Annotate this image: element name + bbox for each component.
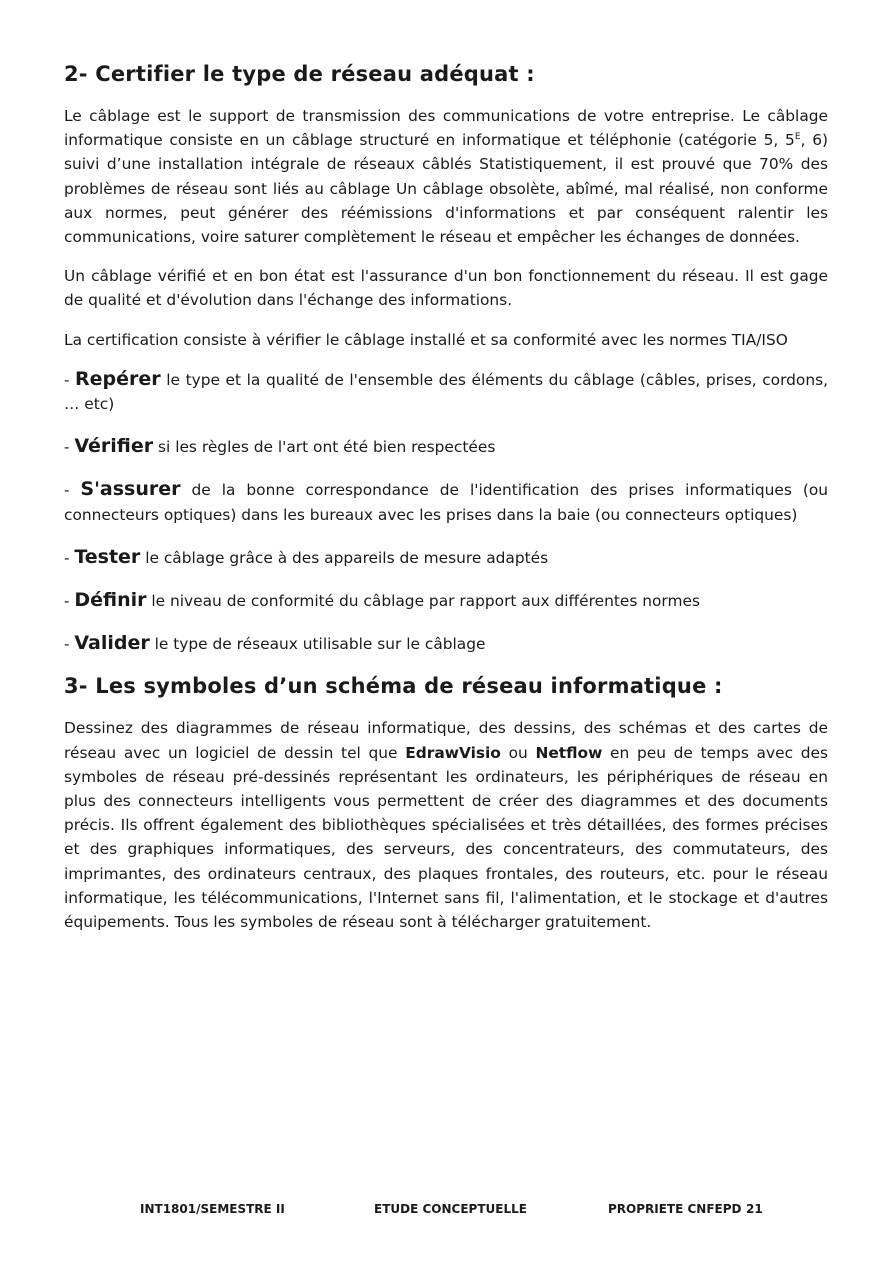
section-2-paragraph-3: La certification consiste à vérifier le câblage installé et sa conformité avec les normes TIA/ISO [64, 330, 788, 349]
bullet-keyword: Vérifier [74, 435, 154, 458]
bullet-keyword: Valider [74, 632, 150, 655]
bullet-definir [64, 588, 828, 613]
superscript: E [794, 132, 801, 143]
bullet-valider [64, 631, 828, 656]
bold-term-netflow: Netflow [535, 743, 603, 762]
bullet-text: de la bonne correspondance de l'identification des prises informatiques (ou connecteurs optiques) dans les bureaux avec les prises dans la baie (ou connecteurs optiques) [64, 481, 828, 524]
bullet-keyword: Tester [74, 545, 141, 568]
bullet-verifier [64, 434, 828, 459]
bullet-text: le type de réseaux utilisable sur le câblage [149, 635, 486, 654]
bullet-dash: - [64, 635, 70, 654]
section-3-paragraph [64, 716, 828, 934]
bullet-dash: - [64, 370, 70, 389]
section-2-paragraph-2: Un câblage vérifié et en bon état est l'assurance d'un bon fonctionnement du réseau. Il est gage de qualité et d'évolution dans l'échange des informations. [64, 267, 828, 310]
bullet-sassurer [64, 477, 828, 526]
bullet-text: le niveau de conformité du câblage par rapport aux différentes normes [146, 592, 700, 611]
bullet-text: le type et la qualité de l'ensemble des éléments du câblage (câbles, prises, cordons, … etc) [64, 370, 828, 414]
paragraph-text: ou [500, 743, 536, 762]
bullet-keyword: Repérer [75, 367, 161, 390]
paragraph-text: en peu de temps avec des symboles de réseau pré-dessinés représentant les ordinateurs, les périphériques de réseau en plus des connecteurs intelligents vous permettent de créer des diagrammes et des documents précis. Ils offrent également des bibliothèques spécialisées et très détaillées, des formes précises et des graphiques informatiques, des serveurs, des concentrateurs, des commutateurs, des imprimantes, des ordinateurs centraux, des plaques frontales, des routeurs, etc. pour le réseau informatique, les télécommunications, l'Internet sans fil, l'alimentation, et le stockage et d'autres équipements. Tous les symboles de réseau sont à télécharger gratuitement. [64, 743, 828, 932]
bold-term-edrawvisio: EdrawVisio [405, 743, 501, 762]
footer-page-number: 21 [746, 1202, 763, 1216]
paragraph-text: Le câblage est le support de transmission des communications de votre entreprise. Le câblage informatique consiste en un câblage structuré en informatique et téléphonie (catégorie 5, 5 [64, 107, 828, 150]
section-2-paragraph-1 [64, 104, 828, 249]
bullet-keyword: Définir [74, 589, 147, 612]
bullet-dash: - [64, 592, 70, 611]
bullet-text: le câblage grâce à des appareils de mesure adaptés [140, 548, 549, 567]
footer-document-title: ETUDE CONCEPTUELLE [374, 1202, 527, 1216]
bullet-dash: - [64, 548, 70, 567]
bullet-dash: - [64, 481, 70, 500]
bullet-keyword: S'assurer [80, 478, 181, 501]
paragraph-text: , 6) suivi d’une installation intégrale de réseaux câblés Statistiquement, il est prouvé que 70% des problèmes de réseau sont liés au câblage Un câblage obsolète, abîmé, mal réalisé, non conforme aux normes, peut générer des réémissions d'informations et par conséquent ralentir les communications, voire saturer complètement le réseau et empêcher les échanges de données. [64, 131, 828, 247]
bullet-text: si les règles de l'art ont été bien respectées [153, 438, 496, 457]
bullet-tester [64, 545, 828, 570]
page-content [64, 62, 828, 949]
paragraph-text: Dessinez des diagrammes de réseau informatique, des dessins, des schémas et des cartes de réseau avec un logiciel de dessin tel que [64, 719, 828, 762]
page-footer [0, 1202, 893, 1218]
bullet-dash: - [64, 438, 70, 457]
footer-course-code: INT1801/SEMESTRE II [140, 1202, 285, 1216]
footer-ownership: PROPRIETE CNFEPD [608, 1202, 742, 1216]
section-3-title: 3- Les symboles d’un schéma de réseau informatique : [64, 674, 723, 699]
section-2-title: 2- Certifier le type de réseau adéquat : [64, 62, 535, 86]
bullet-reperer [64, 367, 828, 416]
